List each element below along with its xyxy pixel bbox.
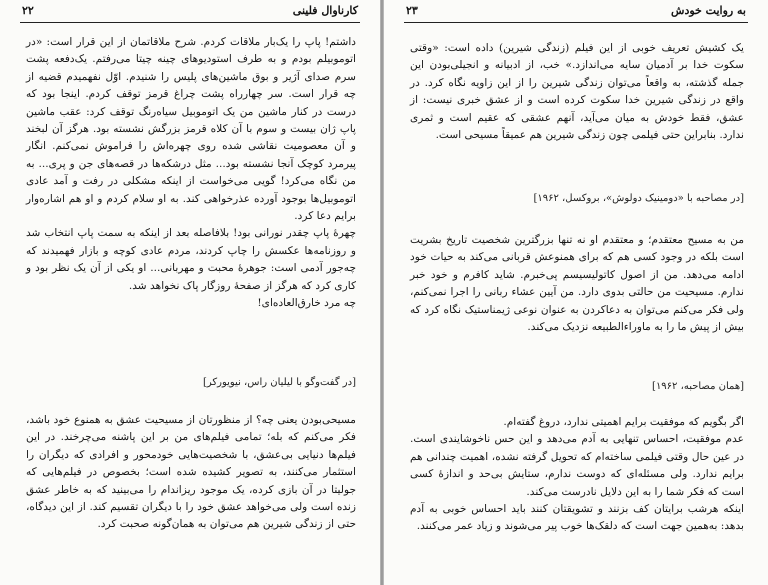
- right-page-header: [406, 4, 746, 22]
- right-header-rule: [404, 22, 748, 23]
- right-paragraph-1: یک کشیش تعریف خوبی از این فیلم (زندگی شیرین) داده است: «وقتی سکوت خدا بر آدمیان سایه می‌اندازد.» خب، از ادبیانه و انجیلی‌بودن این جمله گذشته، به واقعاً می‌توان زندگی شیرین را از این زاویه نگاه کرد. در واقع در زندگی شیرین خدا سکوت کرده است و از عشق خبری نیست: از عشق، فقط خودش به میان می‌آید، آنهم عشقی که عقیم است و ثمری ندارد. بنابراین حتی فیلمی چون زندگی شیرین هم عمیقاً مسیحی است.: [410, 42, 744, 142]
- right-text-block-2: [410, 232, 744, 336]
- right-text-block-1: [410, 40, 744, 144]
- left-page-header: [22, 4, 358, 22]
- right-page-number: ۲۳: [406, 4, 418, 17]
- left-page: [0, 0, 380, 585]
- left-paragraph-3: چه مرد خارق‌العاده‌ای!: [257, 297, 356, 310]
- left-running-title: کارناوال فلینی: [292, 4, 358, 17]
- right-citation-1: [در مصاحبه با «دومینیک دولوش»، بروکسل، ۱۹۶۲]: [533, 193, 744, 204]
- right-citation-2: [همان مصاحبه، ۱۹۶۲]: [652, 381, 744, 392]
- left-text-block-1: [26, 34, 356, 313]
- left-header-rule: [20, 22, 360, 23]
- right-paragraph-5: اینکه هرشب برایتان کف بزنند و تشویقتان کنند باید احساس خوبی به آدم بدهد: به‌همین جهت است که دلقک‌ها خوب پیر می‌شوند و زیاد عمر می‌کنند.: [410, 503, 744, 533]
- right-running-title: به روایت خودش: [671, 4, 746, 17]
- left-paragraph-1: داشتم! پاپ را یک‌بار ملاقات کردم. شرح ملاقاتمان از این قرار است: «در اتوموبیلم بودم و به طرف استودیوهای چینه چیتا می‌رفتم. یک‌دفعه پشت سرم صدای آژیر و بوق ماشین‌های پلیس را شنیدم. اوّل نفهمیدم قضیه از چه قرار است. سر چهارراه پشت چراغ قرمز توقف کردم. اینجا بود که درست در کنار ماشین من یک اتوموبیل سیاه‌رنگ توقف کرد: عقب ماشین پاپ ژان بیست و سوم با آن کلاه قرمز بزرگش نشسته بود. هرگز آن لبخند و آن معصومیت نقاشی شده روی چهره‌اش را فراموش نمی‌کنم. انگار پیرمرد کوچک آنجا نشسته بود... مثل درشکه‌ها در قصه‌های جن و پری... به من نگاه می‌کرد! گویی می‌خواست از اینکه مشکلی در رفت و آمد عادی اتوموبیل‌ها بوجود آورده عذرخواهی کند. به او سلام کردم و او هم اشاره‌وار برایم دعا کرد.: [26, 36, 356, 223]
- right-paragraph-4: عدم موفقیت، احساس تنهایی به آدم می‌دهد و این حس ناخوشایندی است. در عین حال وقتی فیلمی ساخته‌ام که تحویل گرفته نشده، اهمیت چندانی هم برایم ندارد. ولی مسئله‌ای که دوست ندارم، ستایش بی‌حد و اندازهٔ کسی است که فکر شما را به این دلایل نادرست می‌کند.: [410, 433, 744, 498]
- left-citation: [در گفت‌وگو با لیلیان راس، نیویورکر]: [202, 377, 356, 388]
- right-paragraph-2: من به مسیح معتقدم؛ و معتقدم او نه تنها بزرگترین شخصیت تاریخ بشریت است بلکه در وجود کسی هم که برای همنوعش قربانی می‌کند به حیات خود ادامه می‌دهد. من از اصول کاتولیسیسم پی‌خبرم. شاید کافرم و خود خبر ندارم. مسیحیت من حالتی بدوی دارد. من آیین عشاء ربانی را اجرا نمی‌کنم، ولی فکر می‌کنم می‌توان به دعاکردن به عنوان نوعی ژیمناستیک نگاه کرد که بیش از پیش ما را به ماوراءالطبیعه نزدیک می‌کند.: [410, 234, 744, 334]
- left-paragraph-4: مسیحی‌بودن یعنی چه؟ از منظورتان از مسیحیت عشق به همنوع خود باشد، فکر می‌کنم که بله؛ تمامی فیلم‌های من بر این پاشنه می‌چرخند. در این فیلم‌ها دنیایی بی‌عشق، با شخصیت‌هایی خودمحور و افرادی که دیگران را استثمار می‌کنند، به تصویر کشیده شده است؛ بخصوص در فیلم‌هایی که جولیتا در آن بازی کرده، یک موجود ریزاندام را می‌بینید که به خاطر عشق زنده است ولی می‌خواهد عشق خود را با دیگران تقسیم کند. از این دیدگاه، حتی از زندگی شیرین هم می‌توان به همان‌گونه صحبت کرد.: [26, 414, 356, 531]
- right-text-block-3: [410, 414, 744, 536]
- left-page-number: ۲۲: [22, 4, 34, 17]
- right-paragraph-3: اگر بگویم که موفقیت برایم اهمیتی ندارد، دروغ گفته‌ام.: [503, 416, 744, 428]
- right-page: [384, 0, 768, 585]
- left-text-block-2: [26, 412, 356, 534]
- left-paragraph-2: چهرهٔ پاپ چقدر نورانی بود! بلافاصله بعد از اینکه به سمت پاپ انتخاب شد و روزنامه‌ها عکسش را چاپ کردند، مردم عادی کوچه و بازار فهمیدند که چه‌جور آدمی است: جوهرهٔ محبت و مهربانی... او یکی از آن یک نظر بود و کاری کرد که هرگز از صفحهٔ روزگار پاک نخواهد شد.: [26, 227, 356, 292]
